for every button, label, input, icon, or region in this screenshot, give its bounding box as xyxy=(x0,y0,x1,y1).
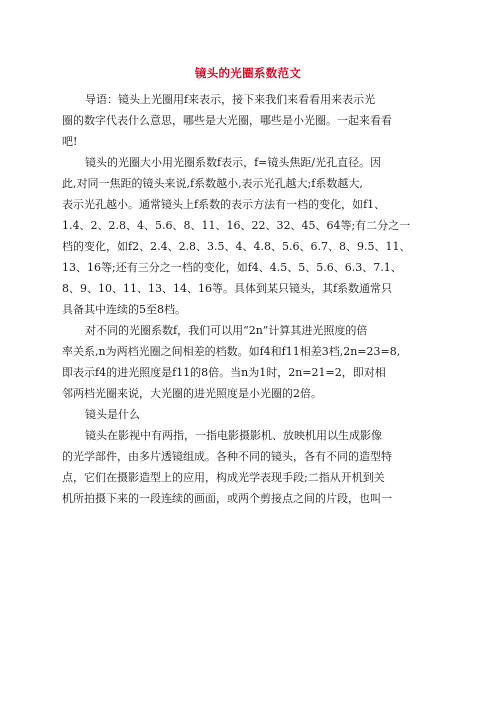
paragraph-illuminance-ratio xyxy=(62,320,434,404)
text-line: 吧! xyxy=(62,135,78,148)
text-line: 具备其中连续的5至8档。 xyxy=(62,303,186,316)
text-line: 13、16等;还有三分之一档的变化，如f4、4.5、5、5.6、6.3、7.1、 xyxy=(62,261,402,274)
paragraph-intro xyxy=(62,89,434,152)
text-line: 导语：镜头上光圈用f来表示，接下来我们来看看用来表示光 xyxy=(85,93,376,106)
paragraph-lens-meaning xyxy=(62,425,434,509)
document-page xyxy=(62,66,434,509)
text-line: 圈的数字代表什么意思，哪些是大光圈，哪些是小光圈。一起来看看 xyxy=(62,114,392,127)
text-line: 镜头在影视中有两指，一指电影摄影机、放映机用以生成影像 xyxy=(85,429,382,442)
text-line: 1.4、2、2.8、4、5.6、8、11、16、22、32、45、64等;有二分之一 xyxy=(62,219,411,232)
text-line: 机所拍摄下来的一段连续的画面，或两个剪接点之间的片段，也叫一 xyxy=(62,492,392,505)
paragraph-aperture-definition xyxy=(62,152,434,320)
text-line: 邻两档光圈来说，大光圈的进光照度是小光圈的2倍。 xyxy=(62,387,322,400)
text-line: 镜头是什么 xyxy=(85,408,140,421)
text-line: 即表示f4的进光照度是f11的8倍。当n为1时，2n=21=2，即对相 xyxy=(62,366,386,379)
text-line: 率关系,n为两档光圈之间相差的档数。如f4和f11相差3档,2n=23=8, xyxy=(62,345,401,358)
text-line: 点，它们在摄影造型上的应用，构成光学表现手段;二指从开机到关 xyxy=(62,471,385,484)
text-line: 对不同的光圈系数f，我们可以用“2n”计算其进光照度的倍 xyxy=(85,324,368,337)
text-line: 8、9、10、11、13、14、16等。具体到某只镜头，其f系数通常只 xyxy=(62,282,393,295)
text-line: 的光学部件，由多片透镜组成。各种不同的镜头，各有不同的造型特 xyxy=(62,450,392,463)
section-heading xyxy=(62,404,434,425)
text-line: 档的变化，如f2、2.4、2.8、3.5、4、4.8、5.6、6.7、8、9.5、11、 xyxy=(62,240,411,253)
text-line: 此,对同一焦距的镜头来说,f系数越小,表示光孔越大;f系数越大, xyxy=(62,177,363,190)
text-line: 表示光孔越小。通常镜头上f系数的表示方法有一档的变化，如f1、 xyxy=(62,198,386,211)
document-title: 镜头的光圈系数范文 xyxy=(194,66,302,80)
text-line: 镜头的光圈大小用光圈系数f表示，f=镜头焦距/光孔直径。因 xyxy=(85,156,382,169)
